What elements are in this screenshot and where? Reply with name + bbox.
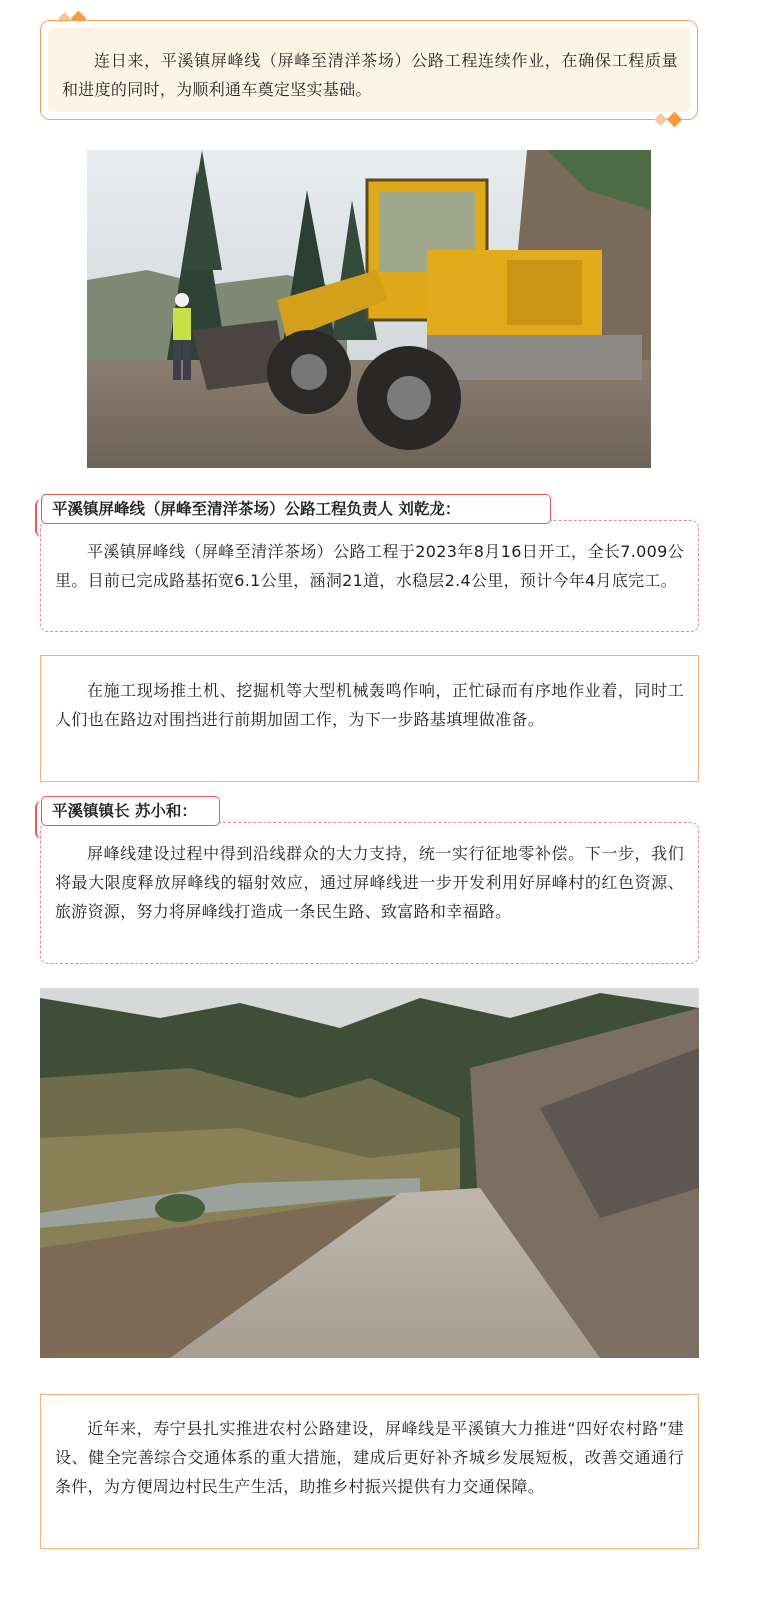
- quote-box: [40, 520, 699, 632]
- paragraph-text: 近年来，寿宁县扎实推进农村公路建设，屏峰线是平溪镇大力推进“四好农村路”建设、健全完善综合交通体系的重大措施，建成后更好补齐城乡发展短板，改善交通通行条件，为方便周边村民生产生活，助推乡村振兴提供有力交通保障。: [55, 1419, 684, 1496]
- paragraph-text: 在施工现场推土机、挖掘机等大型机械轰鸣作响，正忙碌而有序地作业着，同时工人们也在路边对围挡进行前期加固工作，为下一步路基填埋做准备。: [55, 681, 684, 729]
- intro-box: [40, 20, 698, 120]
- quote-speaker-label: [41, 796, 220, 826]
- photo-wheel-loader: [87, 150, 651, 468]
- quote-speaker-name: 平溪镇屏峰线（屏峰至清洋茶场）公路工程负责人 刘乾龙：: [52, 500, 461, 518]
- content-box: [40, 1394, 699, 1549]
- quote-speaker-name: 平溪镇镇长 苏小和：: [52, 802, 197, 820]
- quote-text: 屏峰线建设过程中得到沿线群众的大力支持，统一实行征地零补偿。下一步，我们将最大限度释放屏峰线的辐射效应，通过屏峰线进一步开发利用好屏峰村的红色资源、旅游资源，努力将屏峰线打造成一条民生路、致富路和幸福路。: [55, 844, 684, 921]
- quote-box: [40, 822, 699, 964]
- intro-text: 连日来，平溪镇屏峰线（屏峰至清洋茶场）公路工程连续作业，在确保工程质量和进度的同时，为顺利通车奠定坚实基础。: [62, 51, 678, 99]
- content-box: [40, 655, 699, 782]
- quote-speaker-label: [41, 494, 551, 524]
- intro-inner: [48, 28, 690, 112]
- quote-text: 平溪镇屏峰线（屏峰至清洋茶场）公路工程于2023年8月16日开工，全长7.009公里。目前已完成路基拓宽6.1公里，涵洞21道，水稳层2.4公里，预计今年4月底完工。: [55, 542, 684, 590]
- photo-mountain-road: [40, 988, 699, 1358]
